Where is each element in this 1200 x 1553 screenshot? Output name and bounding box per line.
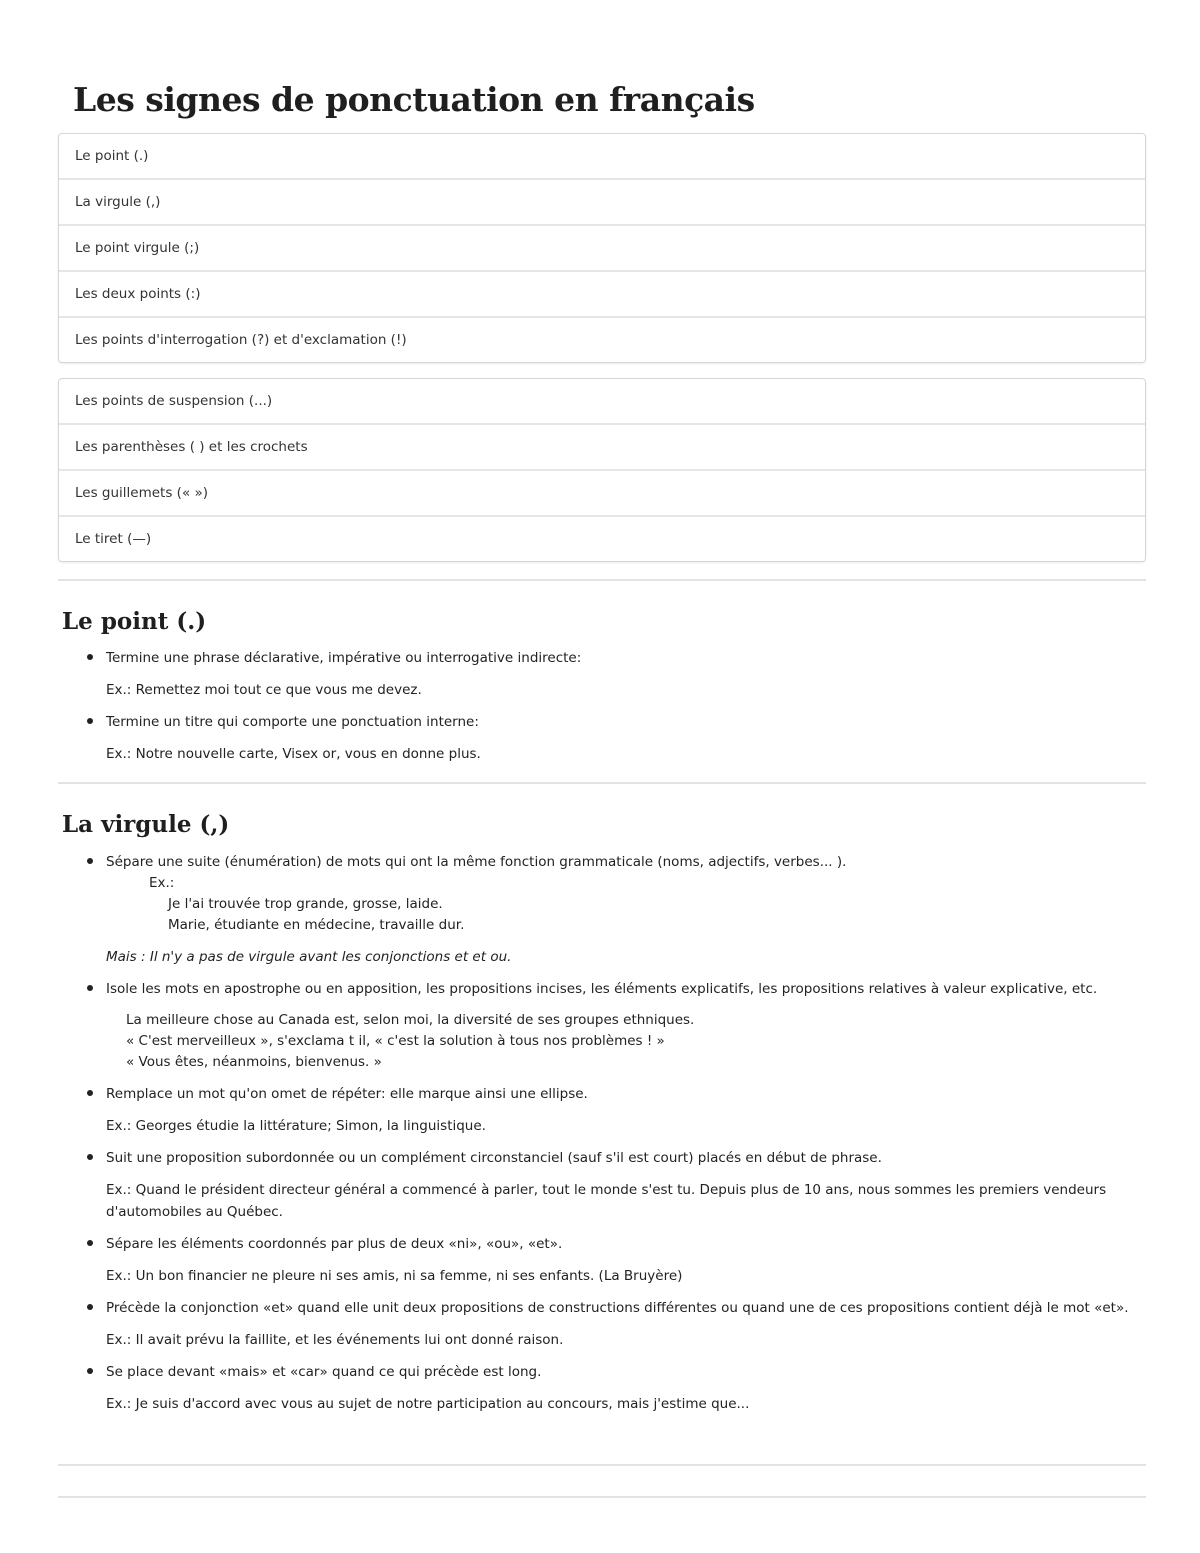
example-text: Je l'ai trouvée trop grande, grosse, laide.: [168, 896, 443, 912]
section-heading-point: Le point (.): [62, 608, 207, 635]
list-item: [86, 711, 1146, 765]
rule-text: Se place devant «mais» et «car» quand ce qui précède est long.: [106, 1364, 542, 1380]
rule-text: Sépare une suite (énumération) de mots qui ont la même fonction grammaticale (noms, adjectifs, verbes... ).: [106, 854, 847, 870]
rule-text: Précède la conjonction «et» quand elle unit deux propositions de constructions différentes ou quand une de ces propositions contient déjà le mot «et».: [106, 1300, 1129, 1316]
example-text: La meilleure chose au Canada est, selon moi, la diversité de ses groupes ethniques.: [126, 1012, 695, 1028]
note-text: Mais : Il n'y a pas de virgule avant les conjonctions et et ou.: [106, 949, 512, 965]
bullet-icon: [87, 985, 93, 991]
list-item: [86, 1147, 1146, 1223]
list-item: [86, 851, 1146, 968]
example-text: Ex.: Je suis d'accord avec vous au sujet de notre participation au concours, mais j'estime que...: [106, 1396, 750, 1412]
toc-item-virgule[interactable]: La virgule (,): [59, 180, 1145, 226]
rule-text: Sépare les éléments coordonnés par plus de deux «ni», «ou», «et».: [106, 1236, 563, 1252]
list-item: [86, 1297, 1146, 1351]
toc-item-guillemets[interactable]: Les guillemets (« »): [59, 471, 1145, 517]
section-virgule: [86, 851, 1146, 1415]
example-text: « C'est merveilleux », s'exclama t il, « c'est la solution à tous nos problèmes ! »: [126, 1033, 665, 1049]
bullet-icon: [87, 718, 93, 724]
example-text: « Vous êtes, néanmoins, bienvenus. »: [126, 1054, 382, 1070]
toc-item-tiret[interactable]: Le tiret (—): [75, 531, 152, 547]
bullet-icon: [87, 1240, 93, 1246]
section-point: [86, 647, 1146, 765]
example-text: Ex.: Remettez moi tout ce que vous me devez.: [106, 682, 422, 698]
toc-group-2: [58, 378, 1146, 562]
page-title: Les signes de ponctuation en français: [73, 80, 755, 119]
bullet-icon: [87, 654, 93, 660]
rule-text: Termine une phrase déclarative, impérative ou interrogative indirecte:: [106, 650, 582, 666]
bullet-icon: [87, 1304, 93, 1310]
bullet-icon: [87, 858, 93, 864]
toc-item-point[interactable]: Le point (.): [59, 134, 1145, 180]
rule-text: Isole les mots en apostrophe ou en apposition, les propositions incises, les éléments explicatifs, les propositions relatives à valeur explicative, etc.: [106, 981, 1098, 997]
rule-text: Remplace un mot qu'on omet de répéter: elle marque ainsi une ellipse.: [106, 1086, 588, 1102]
section-heading-virgule: La virgule (,): [62, 811, 230, 838]
divider: [58, 579, 1146, 581]
toc-item-parentheses[interactable]: Les parenthèses ( ) et les crochets: [59, 425, 1145, 471]
list-item: [86, 647, 1146, 701]
list-item: [86, 1083, 1146, 1137]
rule-text: Termine un titre qui comporte une ponctuation interne:: [106, 714, 479, 730]
example-block: [106, 1010, 1146, 1073]
bullet-icon: [87, 1090, 93, 1096]
bullet-icon: [87, 1368, 93, 1374]
list-item: [86, 1361, 1146, 1415]
example-text: Marie, étudiante en médecine, travaille dur.: [168, 917, 465, 933]
example-text: Ex.: Notre nouvelle carte, Visex or, vous en donne plus.: [106, 746, 481, 762]
example-text: Ex.: Un bon financier ne pleure ni ses amis, ni sa femme, ni ses enfants. (La Bruyère): [106, 1268, 683, 1284]
example-text: Ex.: Quand le président directeur général a commencé à parler, tout le monde s'est tu. Depuis plus de 10 ans, nous sommes les premiers vendeurs d'automobiles au Québec.: [106, 1182, 1107, 1220]
toc-item-suspension[interactable]: Les points de suspension (...): [59, 379, 1145, 425]
example-text: Ex.: Georges étudie la littérature; Simon, la linguistique.: [106, 1118, 486, 1134]
bullet-icon: [87, 1154, 93, 1160]
divider: [58, 1496, 1146, 1498]
list-item: [86, 978, 1146, 1073]
toc-item-interrogation-exclamation[interactable]: Les points d'interrogation (?) et d'exclamation (!): [75, 332, 407, 348]
example-label: Ex.:: [149, 875, 175, 891]
rule-text: Suit une proposition subordonnée ou un complément circonstanciel (sauf s'il est court) placés en début de phrase.: [106, 1150, 882, 1166]
toc-group-1: [58, 133, 1146, 363]
toc-item-point-virgule[interactable]: Le point virgule (;): [59, 226, 1145, 272]
example-text: Ex.: Il avait prévu la faillite, et les événements lui ont donné raison.: [106, 1332, 564, 1348]
toc-item-deux-points[interactable]: Les deux points (:): [59, 272, 1145, 318]
divider: [58, 1464, 1146, 1466]
divider: [58, 782, 1146, 784]
list-item: [86, 1233, 1146, 1287]
